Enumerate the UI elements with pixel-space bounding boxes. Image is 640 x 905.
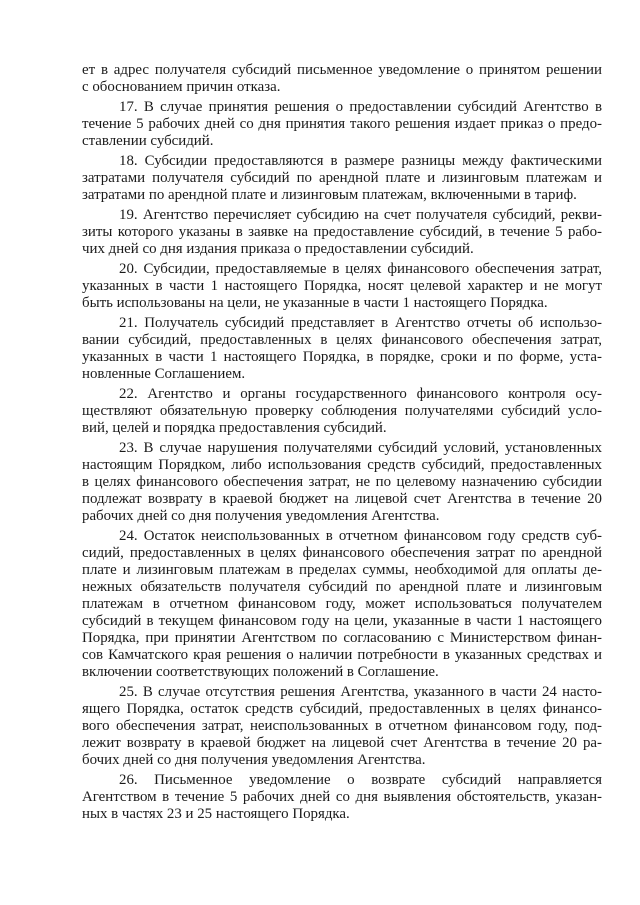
- text-line: бочих дней со дня получения уведомления Агентства.: [82, 752, 426, 768]
- paragraph: [82, 153, 602, 204]
- paragraph: [82, 99, 602, 150]
- text-line: зиты которого указаны в заявке на предоставление субсидий, в течение 5 рабо-: [82, 224, 602, 240]
- paragraph: [82, 62, 602, 96]
- text-line: ящего Порядка, остаток средств субсидий, предоставленных в целях финансо-: [82, 701, 602, 717]
- text-line: включении соответствующих положений в Соглашение.: [82, 664, 439, 680]
- text-line: лежит возврату в краевой бюджет на лицевой счет Агентства в течение 20 ра-: [82, 735, 602, 751]
- text-line: сидий, предоставленных в целях финансового обеспечения затрат по арендной: [82, 545, 602, 561]
- text-line: платежам в отчетном финансовом году, может использоваться получателем: [82, 596, 602, 612]
- paragraph: [82, 528, 602, 681]
- paragraph: [82, 386, 602, 437]
- text-line: ных в частях 23 и 25 настоящего Порядка.: [82, 806, 350, 822]
- text-line: 21. Получатель субсидий представляет в Агентство отчеты об использо-: [119, 315, 602, 331]
- text-line: с обоснованием причин отказа.: [82, 79, 281, 95]
- text-line: чих дней со дня издания приказа о предоставлении субсидий.: [82, 241, 474, 257]
- paragraph: [82, 684, 602, 769]
- text-line: вании субсидий, предоставленных в целях финансового обеспечения затрат,: [82, 332, 602, 348]
- text-line: 22. Агентство и органы государственного финансового контроля осу-: [119, 386, 602, 402]
- text-line: вий, целей и порядка предоставления субсидий.: [82, 420, 387, 436]
- text-line: рабочих дней со дня получения уведомления Агентства.: [82, 508, 440, 524]
- text-line: затратами получателя субсидий по арендной плате и лизинговым платежам и: [82, 170, 602, 186]
- text-line: ществляют обязательную проверку соблюдения получателями субсидий усло-: [82, 403, 602, 419]
- text-line: указанных в части 1 настоящего Порядка, в порядке, сроки и по форме, уста-: [82, 349, 602, 365]
- paragraph: [82, 261, 602, 312]
- document-body: [82, 62, 602, 823]
- paragraph: [82, 440, 602, 525]
- text-line: указанных в части 1 настоящего Порядка, носят целевой характер и не могут: [82, 278, 602, 294]
- paragraph: [82, 772, 602, 823]
- text-line: Порядка, при принятии Агентством по согласованию с Министерством финан-: [82, 630, 602, 646]
- text-line: ет в адрес получателя субсидий письменное уведомление о принятом решении: [82, 62, 602, 78]
- text-line: 18. Субсидии предоставляются в размере разницы между фактическими: [119, 153, 602, 169]
- text-line: 20. Субсидии, предоставляемые в целях финансового обеспечения затрат,: [119, 261, 602, 277]
- text-line: быть использованы на цели, не указанные в части 1 настоящего Порядка.: [82, 295, 548, 311]
- text-line: 26. Письменное уведомление о возврате субсидий направляется: [119, 772, 602, 788]
- text-line: 17. В случае принятия решения о предоставлении субсидий Агентство в: [119, 99, 602, 115]
- text-line: новленные Соглашением.: [82, 366, 246, 382]
- text-line: нежных обязательств получателя субсидий по арендной плате и лизинговым: [82, 579, 602, 595]
- text-line: течение 5 рабочих дней со дня принятия такого решения издает приказ о предо-: [82, 116, 602, 132]
- text-line: 24. Остаток неиспользованных в отчетном финансовом году средств суб-: [119, 528, 602, 544]
- text-line: плате и лизинговым платежам в пределах суммы, необходимой для оплаты де-: [82, 562, 602, 578]
- text-line: Агентством в течение 5 рабочих дней со дня выявления обстоятельств, указан-: [82, 789, 602, 805]
- text-line: настоящим Порядком, либо использования средств субсидий, предоставленных: [82, 457, 602, 473]
- text-line: затратами по арендной плате и лизинговым платежам, включенными в тариф.: [82, 187, 577, 203]
- text-line: подлежат возврату в краевой бюджет на лицевой счет Агентства в течение 20: [82, 491, 602, 507]
- text-line: вого обеспечения затрат, неиспользованных в отчетном финансовом году, под-: [82, 718, 602, 734]
- text-line: 19. Агентство перечисляет субсидию на счет получателя субсидий, рекви-: [119, 207, 602, 223]
- paragraph: [82, 315, 602, 383]
- text-line: сов Камчатского края решения о наличии потребности в указанных средствах и: [82, 647, 602, 663]
- text-line: в целях финансового обеспечения затрат, не по целевому назначению субсидии: [82, 474, 602, 490]
- text-line: субсидий в текущем финансовом году на цели, указанные в части 1 настоящего: [82, 613, 602, 629]
- paragraph: [82, 207, 602, 258]
- text-line: 23. В случае нарушения получателями субсидий условий, установленных: [119, 440, 602, 456]
- text-line: 25. В случае отсутствия решения Агентства, указанного в части 24 насто-: [119, 684, 602, 700]
- text-line: ставлении субсидий.: [82, 133, 214, 149]
